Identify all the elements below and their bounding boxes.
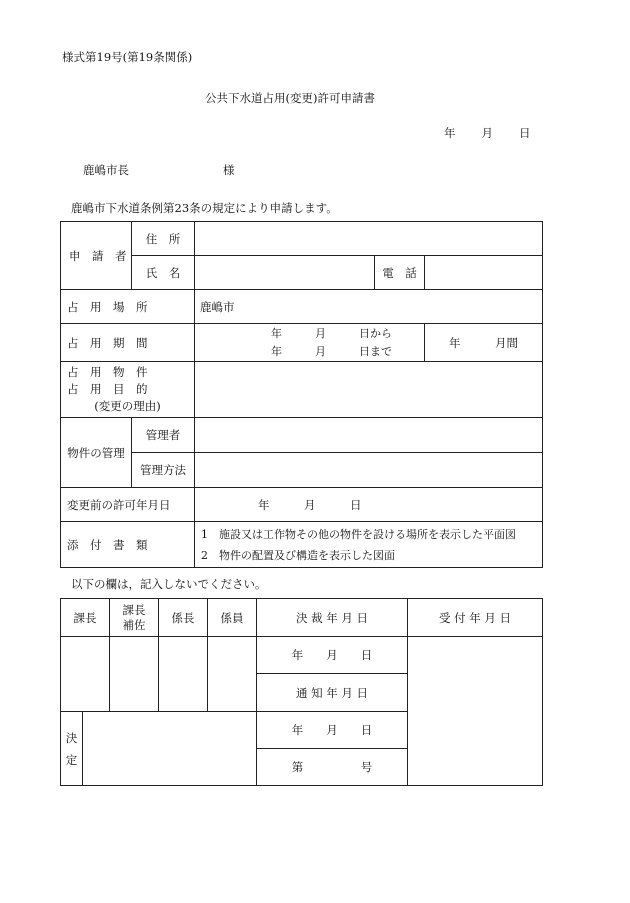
kacho-stamp[interactable] (61, 637, 110, 712)
phone-label: 電 話 (375, 256, 425, 290)
kacho-hosa-header (110, 599, 159, 637)
place-field[interactable]: 鹿嶋市 (195, 290, 543, 324)
attach-list (195, 522, 543, 568)
kacho-header: 課長 (61, 599, 110, 637)
receipt-stamp[interactable] (408, 637, 543, 786)
method-field[interactable] (195, 453, 543, 488)
decision-date-header: 決 裁 年 月 日 (257, 599, 408, 637)
decision-field[interactable] (83, 712, 257, 786)
applicant-label-cell (61, 222, 132, 290)
intro-text: 鹿嶋市下水道条例第23条の規定により申請します。 (71, 201, 338, 215)
period-months-field[interactable]: 年 月間 (425, 324, 543, 362)
period-to: 年 月 日まで (271, 344, 392, 358)
prev-date-field[interactable]: 年 月 日 (195, 488, 543, 522)
name-label: 氏 名 (132, 256, 195, 290)
period-from: 年 月 日から (271, 326, 392, 340)
object-purpose-label-cell (61, 362, 195, 418)
mgmt-label: 物件の管理 (61, 418, 132, 488)
place-label: 占 用 場 所 (67, 299, 148, 314)
application-form-table (60, 221, 543, 568)
attach-label-cell (61, 522, 195, 568)
decision-label-2: 定 (65, 752, 78, 767)
manager-label: 管理者 (132, 418, 195, 453)
decision-label-cell (61, 712, 83, 786)
place-label-cell (61, 290, 195, 324)
kacho-hosa-line1: 課長 (122, 602, 146, 617)
kacho-hosa-stamp[interactable] (110, 637, 159, 712)
kacho-hosa-line2: 補佐 (122, 617, 146, 632)
receipt-date-header: 受 付 年 月 日 (408, 599, 543, 637)
number-field[interactable]: 第 号 (257, 749, 408, 786)
notice-date-value[interactable]: 年 月 日 (257, 712, 408, 749)
decision-date-value[interactable]: 年 月 日 (257, 637, 408, 674)
office-use-note: 以下の欄は，記入しないでください。 (71, 577, 267, 591)
date-line: 年 月 日 (444, 126, 532, 140)
period-label: 占 用 期 間 (67, 335, 148, 350)
applicant-label: 申 請 者 (69, 248, 127, 263)
notice-date-label: 通 知 年 月 日 (257, 674, 408, 712)
kakaricho-header: 係長 (159, 599, 208, 637)
kakariin-stamp[interactable] (208, 637, 257, 712)
honorific: 様 (223, 163, 235, 177)
kakaricho-stamp[interactable] (159, 637, 208, 712)
manager-field[interactable] (195, 418, 543, 453)
phone-field[interactable] (425, 256, 543, 290)
object-purpose-field[interactable] (195, 362, 543, 418)
document-title: 公共下水道占用(変更)許可申請書 (205, 91, 375, 105)
method-label: 管理方法 (132, 453, 195, 488)
attach-label: 添 付 書 類 (67, 537, 148, 552)
kakariin-header: 係員 (208, 599, 257, 637)
form-number: 様式第19号(第19条関係) (62, 50, 193, 64)
attach-item-1: 1 施設又は工作物その他の物件を設ける場所を表示した平面図 (201, 527, 516, 541)
address-label: 住 所 (132, 222, 195, 256)
period-label-cell (61, 324, 195, 362)
addressee: 鹿嶋市長 (83, 163, 129, 177)
office-use-table (60, 598, 543, 786)
name-field[interactable] (195, 256, 375, 290)
prev-date-label: 変更前の許可年月日 (61, 488, 195, 522)
decision-label-1: 決 (65, 730, 78, 745)
address-field[interactable] (195, 222, 543, 256)
purpose-label: 占 用 目 的 (67, 382, 148, 396)
period-dates-field[interactable] (195, 324, 425, 362)
object-label: 占 用 物 件 (67, 365, 148, 379)
attach-item-2: 2 物件の配置及び構造を表示した図面 (201, 548, 395, 562)
change-reason-label: (変更の理由) (94, 399, 161, 413)
